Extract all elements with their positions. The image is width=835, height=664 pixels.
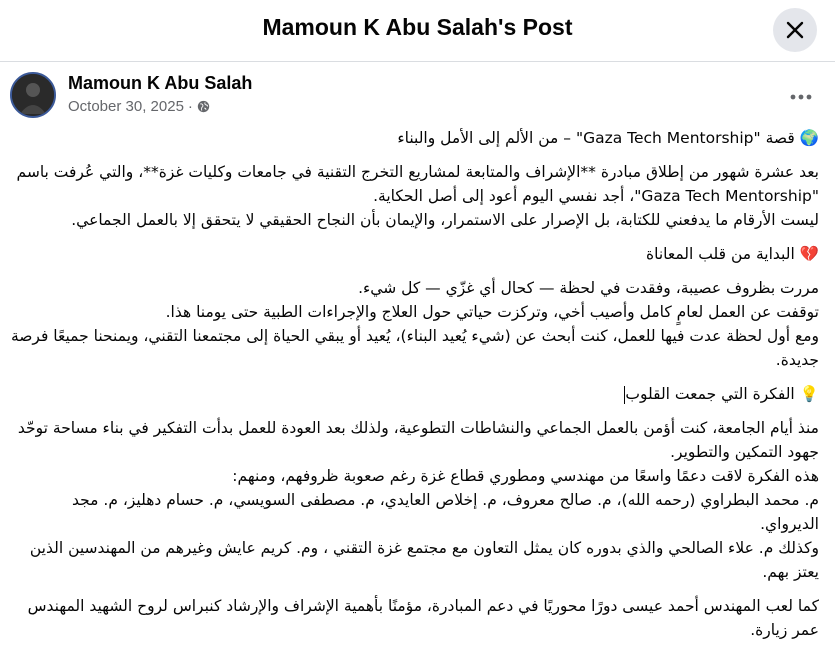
section1-line: ومع أول لحظة عدت فيها للعمل، كنت أبحث عن (شيء يُعيد البناء)، يُعيد أو يبقي الحياة إلى مجتمعنا التقني، ويمنحنا جميعًا فرصة جديدة. bbox=[10, 327, 819, 369]
closing-paragraph bbox=[10, 594, 819, 642]
post-title-line bbox=[10, 126, 819, 150]
section-heading bbox=[10, 242, 819, 266]
light-bulb-emoji: 💡 bbox=[799, 385, 819, 403]
section2-line: هذه الفكرة لاقت دعمًا واسعًا من مهندسي ومطوري قطاع غزة رغم صعوبة ظروفهم، ومنهم: bbox=[232, 467, 819, 485]
close-icon bbox=[786, 21, 804, 39]
close-button[interactable] bbox=[773, 8, 817, 52]
section1-title: البداية من قلب المعاناة bbox=[645, 245, 795, 263]
section1-paragraph bbox=[10, 276, 819, 372]
closing-line: كما لعب المهندس أحمد عيسى دورًا محوريًا في دعم المبادرة، مؤمنًا بأهمية الإشراف والإرشاد كنبراس لروح الشهيد المهندس عمر زيارة. bbox=[27, 597, 819, 639]
post-body bbox=[10, 126, 819, 652]
intro-line: بعد عشرة شهور من إطلاق مبادرة **الإشراف والمتابعة لمشاريع التخرج التقنية في جامعات وكليات غزة**، والتي عُرفت باسم "Gaza Tech Mentorship"، أجد نفسي اليوم أعود إلى أصل الحكاية. bbox=[16, 163, 819, 205]
intro-line: ليست الأرقام ما يدفعني للكتابة، بل الإصرار على الاستمرار، والإيمان بأن النجاح الحقيقي لا يتحقق إلا بالعمل الجماعي. bbox=[71, 211, 819, 229]
section2-line: وكذلك م. علاء الصالحي والذي بدوره كان يمثل التعاون مع مجتمع غزة التقني ، وم. كريم عايش وغيرهم من المهندسين الذين يعتز بهم. bbox=[29, 539, 819, 581]
more-options-icon bbox=[790, 94, 812, 100]
title-text: قصة "Gaza Tech Mentorship" – من الألم إلى الأمل والبناء bbox=[397, 129, 795, 147]
section2-line: منذ أيام الجامعة، كنت أؤمن بالعمل الجماعي والنشاطات التطوعية، ولذلك بعد العودة للعمل بدأت التفكير في بناء مساحة توحّد جهود التمكين والتطوير. bbox=[17, 419, 819, 461]
broken-heart-emoji: 💔 bbox=[799, 245, 819, 263]
dialog-title: Mamoun K Abu Salah's Post bbox=[262, 14, 573, 40]
avatar-image bbox=[12, 74, 54, 116]
post-header bbox=[10, 72, 825, 122]
meta-separator: · bbox=[187, 98, 193, 115]
globe-icon[interactable] bbox=[197, 100, 210, 113]
post-date[interactable]: October 30, 2025 bbox=[68, 98, 184, 115]
avatar[interactable] bbox=[10, 72, 56, 118]
section2-line: م. محمد البطراوي (رحمه الله)، م. صالح معروف، م. إخلاص العايدي، م. مصطفى السويسي، م. حسام دهليز، م. مجد الديرواي. bbox=[72, 491, 819, 533]
section2-paragraph bbox=[10, 416, 819, 584]
section1-line: مررت بظروف عصيبة، وفقدت في لحظة — كحال أي غزّي — كل شيء. bbox=[358, 279, 819, 297]
section1-line: توقفت عن العمل لعامٍ كامل وأصيب أخي، وتركزت حياتي حول العلاج والإجراءات الطبية حتى يومنا هذا. bbox=[165, 303, 819, 321]
section2-title: الفكرة التي جمعت القلوب bbox=[625, 385, 795, 403]
post-dialog-header bbox=[0, 0, 835, 62]
more-options-button[interactable] bbox=[788, 84, 814, 110]
post-meta bbox=[68, 98, 210, 115]
author-name[interactable]: Mamoun K Abu Salah bbox=[68, 73, 253, 93]
globe-emoji: 🌍 bbox=[799, 129, 819, 147]
intro-paragraph bbox=[10, 160, 819, 232]
section-heading bbox=[10, 382, 819, 406]
